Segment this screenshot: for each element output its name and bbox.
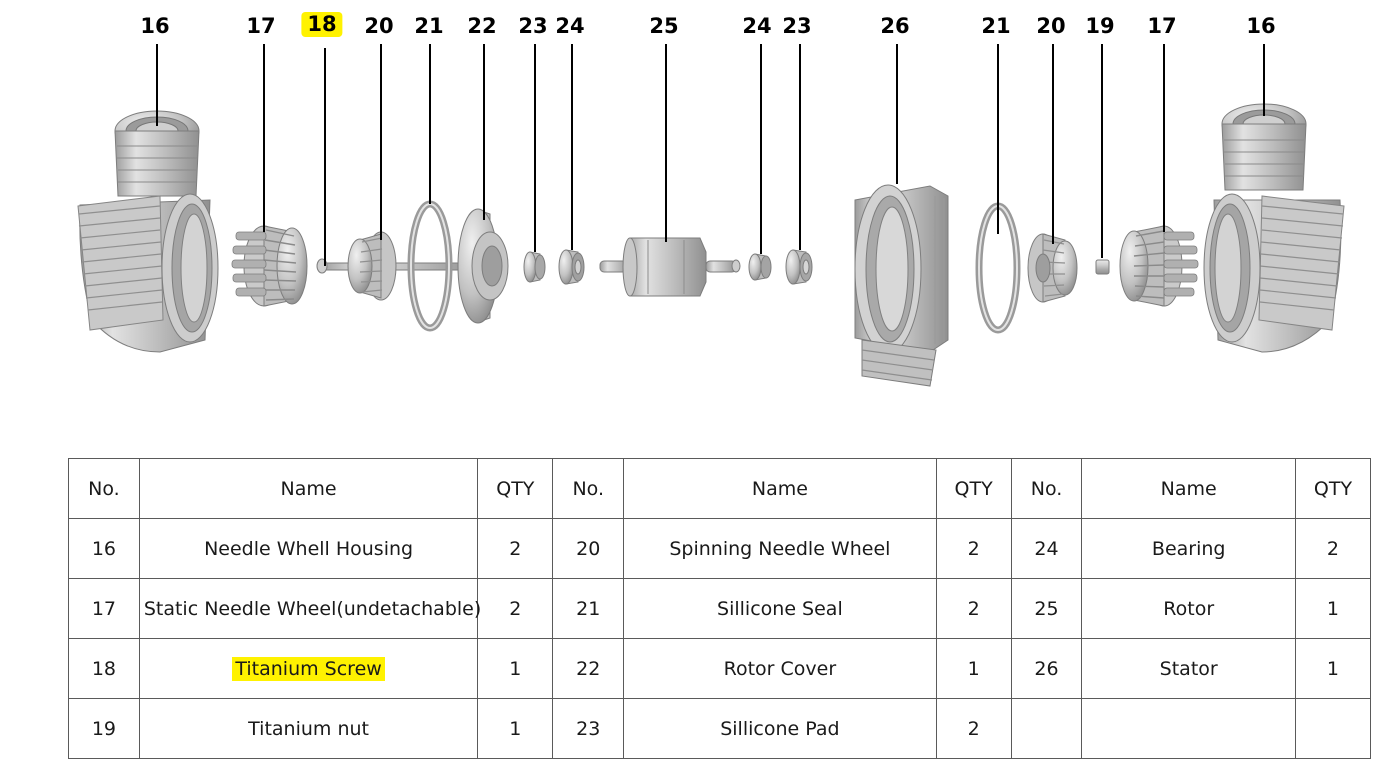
table-cell: Sillicone Seal: [624, 579, 936, 639]
table-cell: 17: [69, 579, 140, 639]
table-cell: 16: [69, 519, 140, 579]
callout-number-17: 17: [246, 14, 276, 38]
table-row: [69, 699, 1371, 759]
header-no-1: No.: [69, 459, 140, 519]
table-cell: 2: [478, 579, 553, 639]
table-cell: 22: [553, 639, 624, 699]
part-25-rotor: [600, 238, 740, 296]
table-cell: Titanium nut: [139, 699, 478, 759]
table-cell: 25: [1011, 579, 1082, 639]
leader-line: [1101, 44, 1103, 258]
header-qty-3: QTY: [1295, 459, 1370, 519]
part-24-left-bearing: [559, 250, 584, 284]
callout-number-21: 21: [414, 14, 444, 38]
callout-number-23: 23: [782, 14, 812, 38]
leader-line: [429, 44, 431, 204]
table-cell: Spinning Needle Wheel: [624, 519, 936, 579]
leader-line: [324, 48, 326, 266]
part-19-titanium-nut: [1096, 260, 1109, 274]
callout-number-20: 20: [364, 14, 394, 38]
table-cell: 2: [936, 579, 1011, 639]
table-cell: 1: [1295, 579, 1370, 639]
header-name-3: Name: [1082, 459, 1296, 519]
parts-list-table: [68, 458, 1371, 759]
leader-line: [380, 44, 382, 240]
table-cell: 24: [1011, 519, 1082, 579]
table-cell: Sillicone Pad: [624, 699, 936, 759]
table-cell: 18: [69, 639, 140, 699]
leader-line: [665, 44, 667, 242]
callout-number-24: 24: [555, 14, 585, 38]
leader-line: [1263, 44, 1265, 116]
leader-line: [896, 44, 898, 184]
table-cell: Bearing: [1082, 519, 1296, 579]
callout-number-20: 20: [1036, 14, 1066, 38]
table-cell: Stator: [1082, 639, 1296, 699]
callout-number-18-highlighted: 18: [301, 12, 342, 37]
callout-number-24: 24: [742, 14, 772, 38]
leader-line: [571, 44, 573, 250]
part-22-rotor-cover: [458, 209, 508, 323]
table-cell-empty: [1295, 699, 1370, 759]
table-row: [69, 639, 1371, 699]
table-cell: 2: [936, 699, 1011, 759]
table-cell: Rotor Cover: [624, 639, 936, 699]
callout-number-16: 16: [140, 14, 170, 38]
callout-number-19: 19: [1085, 14, 1115, 38]
table-cell: 26: [1011, 639, 1082, 699]
callout-number-26: 26: [880, 14, 910, 38]
callout-number-23: 23: [518, 14, 548, 38]
leader-line: [760, 44, 762, 254]
part-23-right-silicone-pad: [786, 250, 812, 284]
table-cell: 19: [69, 699, 140, 759]
leader-line: [1052, 44, 1054, 244]
leader-line: [534, 44, 536, 252]
table-cell-empty: [1011, 699, 1082, 759]
leader-line: [156, 44, 158, 126]
table-cell: 1: [478, 699, 553, 759]
leader-line: [483, 44, 485, 220]
callout-number-17: 17: [1147, 14, 1177, 38]
table-cell: Needle Whell Housing: [139, 519, 478, 579]
part-16-right-housing: [1204, 104, 1344, 352]
header-no-2: No.: [553, 459, 624, 519]
table-cell: 21: [553, 579, 624, 639]
table-cell: 1: [936, 639, 1011, 699]
header-qty-1: QTY: [478, 459, 553, 519]
table-cell: 2: [1295, 519, 1370, 579]
callout-number-25: 25: [649, 14, 679, 38]
table-cell: 1: [478, 639, 553, 699]
table-cell: 23: [553, 699, 624, 759]
table-cell: 2: [936, 519, 1011, 579]
leader-line: [997, 44, 999, 234]
table-cell: 2: [478, 519, 553, 579]
callout-number-21: 21: [981, 14, 1011, 38]
table-row: [69, 579, 1371, 639]
part-24-right-bearing: [749, 254, 771, 280]
header-qty-2: QTY: [936, 459, 1011, 519]
callout-number-16: 16: [1246, 14, 1276, 38]
part-17-left-static-wheel: [232, 226, 307, 306]
table-cell: 20: [553, 519, 624, 579]
part-23-left-silicone-pad: [524, 252, 545, 282]
header-no-3: No.: [1011, 459, 1082, 519]
table-cell: 1: [1295, 639, 1370, 699]
header-name-1: Name: [139, 459, 478, 519]
part-17-right-static-wheel: [1120, 226, 1198, 306]
table-row: [69, 519, 1371, 579]
header-name-2: Name: [624, 459, 936, 519]
callout-number-22: 22: [467, 14, 497, 38]
table-cell: Rotor: [1082, 579, 1296, 639]
table-cell: Static Needle Wheel(undetachable): [139, 579, 478, 639]
part-20-left-spinning-wheel: [348, 232, 396, 300]
leader-line: [1163, 44, 1165, 232]
table-cell-empty: [1082, 699, 1296, 759]
table-header-row: [69, 459, 1371, 519]
leader-line: [263, 44, 265, 232]
table-cell-highlighted: Titanium Screw: [139, 639, 478, 699]
part-20-right-spinning-wheel: [1028, 234, 1077, 302]
part-18-titanium-screw: [317, 259, 480, 273]
part-26-stator: [855, 185, 948, 386]
part-16-left-housing: [78, 111, 218, 352]
leader-line: [799, 44, 801, 250]
